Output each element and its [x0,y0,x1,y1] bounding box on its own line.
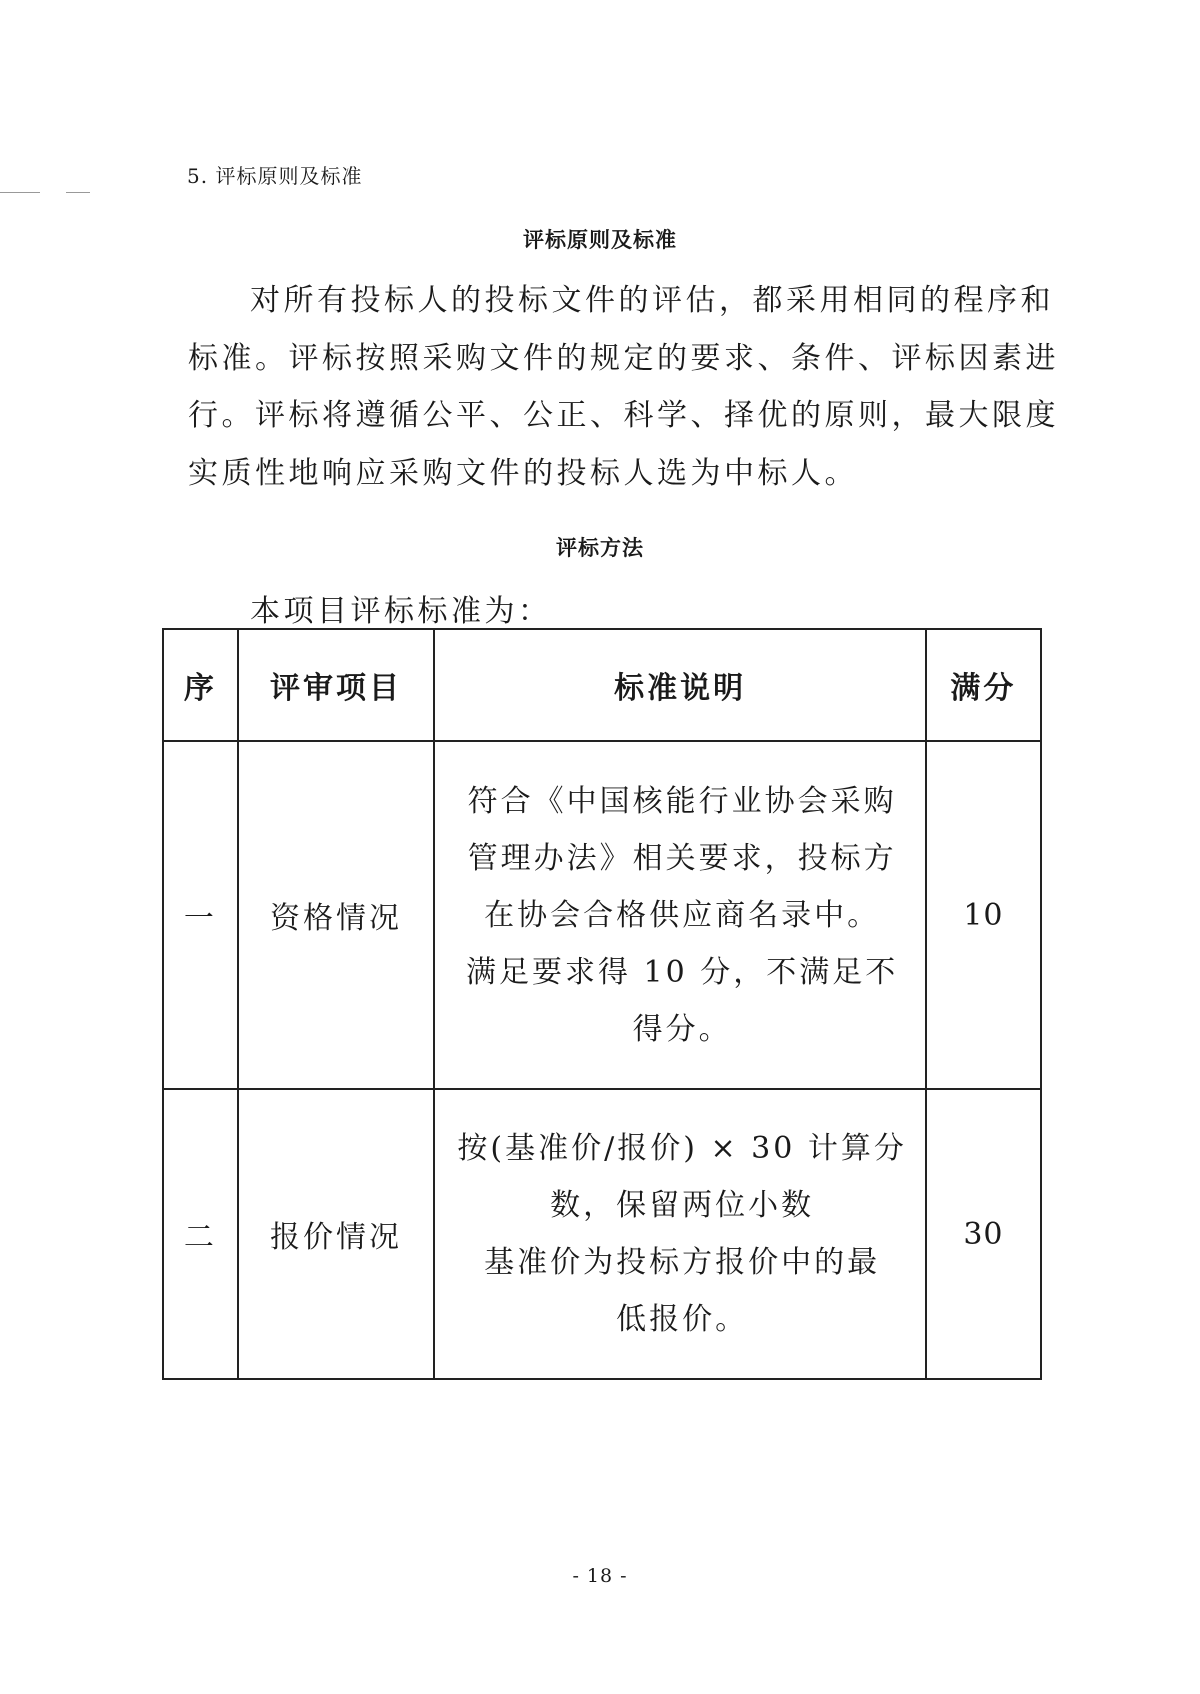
row-seq: 二 [163,1089,238,1379]
table-header-row [163,629,1041,741]
paragraph-line: 行。评标将遵循公平、公正、科学、择优的原则，最大限度 [188,398,1059,433]
description-line: 管理办法》相关要求，投标方 [467,840,897,876]
paragraph-line: 对所有投标人的投标文件的评估，都采用相同的程序和 [250,283,1054,318]
method-title: 评标方法 [556,536,644,560]
criteria-intro: 本项目评标标准为： [250,594,552,629]
page-number: - 18 - [572,1565,628,1587]
description-line: 满足要求得 10 分，不满足不 [466,954,899,990]
row-description [434,1089,925,1379]
table-row [163,741,1041,1089]
scan-mark [0,192,40,193]
row-description [434,741,925,1089]
row-item: 资格情况 [238,741,435,1089]
header-score: 满分 [926,629,1041,741]
header-item: 评审项目 [238,629,435,741]
row-seq: 一 [163,741,238,1089]
criteria-table [162,628,1042,1380]
table-row [163,1089,1041,1379]
paragraph-line: 实质性地响应采购文件的投标人选为中标人。 [188,455,858,491]
description-line: 符合《中国核能行业协会采购 [467,783,897,819]
description-line: 得分。 [632,1011,732,1047]
scan-mark [66,192,90,193]
principles-paragraph [188,272,1059,502]
description-line: 低报价。 [616,1302,749,1337]
principles-title: 评标原则及标准 [523,228,677,252]
row-score: 30 [926,1089,1041,1379]
description-line: 基准价为投标方报价中的最 [484,1245,881,1280]
row-score: 10 [926,741,1041,1089]
paragraph-line: 标准。评标按照采购文件的规定的要求、条件、评标因素进 [188,340,1059,376]
description-line: 数，保留两位小数 [550,1188,815,1223]
header-seq: 序 [163,629,238,741]
description-line: 在协会合格供应商名录中。 [484,897,881,933]
row-item: 报价情况 [238,1089,435,1379]
description-line: 按(基准价/报价) × 30 计算分 [457,1131,907,1166]
section-heading: 5. 评标原则及标准 [187,164,363,188]
header-description: 标准说明 [434,629,925,741]
